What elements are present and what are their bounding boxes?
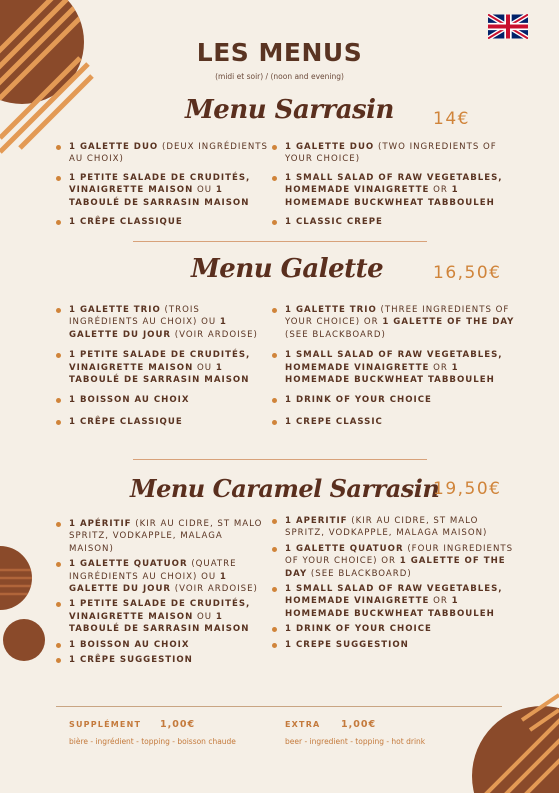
menu-item: [56, 216, 271, 228]
menu-item-b: 1 CREPE SUGGESTION: [285, 639, 409, 650]
menu-item: [272, 394, 517, 406]
extra-label: EXTRA: [285, 720, 321, 729]
menu-item-b: 1 BOISSON AU CHOIX: [69, 639, 190, 650]
menu-item: [272, 349, 517, 386]
menu-item-mid: OR: [433, 362, 448, 373]
caramel-fr-list: [56, 518, 271, 666]
menu-item: [272, 623, 517, 635]
decorative-circles-left: [0, 540, 60, 670]
supplement-desc: bière - ingrédient - topping - boisson chaude: [69, 737, 236, 746]
footer-divider: [56, 706, 502, 707]
menu-item-b2: 1 HOMEMADE BUCKWHEAT TABBOULEH: [285, 362, 495, 386]
menu-item-b: 1 CRÊPE CLASSIQUE: [69, 217, 183, 228]
menu-item-b2: 1 GALETTE OF THE DAY: [285, 556, 506, 579]
menu-item-b: 1 CREPE CLASSIC: [285, 416, 383, 427]
page-subtitle: (midi et soir) / (noon and evening): [215, 72, 344, 81]
menu-item-mid: OR: [433, 596, 448, 607]
menu-item-n: (KIR AU CIDRE, ST MALO SPRITZ, VODKAPPLE, MALAGA MAISON): [69, 519, 263, 554]
menu-item-n: (TROIS INGRÉDIENTS AU CHOIX): [69, 305, 200, 328]
caramel-en-list: [272, 515, 517, 651]
menu-item-n2: (SEE BLACKBOARD): [310, 568, 412, 579]
section-title-galette: Menu Galette: [191, 254, 384, 284]
menu-item: [56, 141, 271, 166]
menu-item: [56, 654, 271, 666]
menu-item-b: 1 SMALL SALAD OF RAW VEGETABLES, HOMEMADE VINAIGRETTE: [285, 584, 503, 607]
menu-item-mid: OR: [381, 556, 397, 567]
menu-item-b: 1 CRÊPE SUGGESTION: [69, 655, 193, 666]
menu-item-n2: (VOIR ARDOISE): [174, 584, 258, 595]
menu-item-b: 1 PETITE SALADE DE CRUDITÉS, VINAIGRETTE MAISON: [69, 350, 251, 373]
menu-item-b: 1 SMALL SALAD OF RAW VEGETABLES, HOMEMADE VINAIGRETTE: [285, 172, 503, 196]
menu-item-b: 1 DRINK OF YOUR CHOICE: [285, 395, 432, 406]
menu-item: [272, 543, 517, 580]
menu-item-n: (TWO INGREDIENTS OF YOUR CHOICE): [285, 142, 497, 165]
menu-item-b: 1 APÉRITIF: [69, 519, 132, 529]
menu-item-b2: 1 GALETTE DU JOUR: [69, 317, 227, 340]
menu-item-b: 1 PETITE SALADE DE CRUDITÉS, VINAIGRETTE MAISON: [69, 172, 251, 196]
menu-item-b: 1 PETITE SALADE DE CRUDITÉS, VINAIGRETTE MAISON: [69, 599, 251, 622]
menu-item-mid: OU: [197, 185, 213, 196]
menu-item-b: 1 BOISSON AU CHOIX: [69, 395, 190, 406]
menu-item-b: 1 CRÊPE CLASSIQUE: [69, 416, 183, 427]
menu-item-b: 1 GALETTE DUO: [69, 142, 159, 152]
menu-item-b: 1 GALETTE QUATUOR: [69, 559, 188, 570]
section-title-caramel: Menu Caramel Sarrasin: [130, 474, 440, 503]
menu-item-mid: OU: [201, 317, 217, 328]
menu-item: [56, 172, 271, 209]
sarrasin-fr-list: [56, 141, 271, 228]
supplement-label: SUPPLÉMENT: [69, 720, 142, 729]
menu-item-mid: OU: [201, 571, 217, 582]
menu-item-n: (DEUX INGRÉDIENTS AU CHOIX): [69, 142, 269, 165]
menu-item: [272, 172, 517, 209]
divider: [133, 241, 427, 242]
menu-item-n: (THREE INGREDIENTS OF YOUR CHOICE): [285, 305, 510, 328]
menu-item-b2: 1 HOMEMADE BUCKWHEAT TABBOULEH: [285, 596, 495, 619]
menu-item: [56, 639, 271, 651]
price-galette: 16,50€: [433, 263, 502, 283]
menu-item-b2: 1 TABOULÉ DE SARRASIN MAISON: [69, 185, 250, 208]
menu-item-b: 1 GALETTE DUO: [285, 142, 375, 152]
menu-item-n2: (VOIR ARDOISE): [174, 329, 258, 340]
menu-item-mid: OU: [197, 362, 213, 373]
menu-item: [56, 304, 271, 341]
menu-item-b: 1 CLASSIC CREPE: [285, 217, 383, 228]
menu-item-n: (KIR AU CIDRE, ST MALO SPRITZ, VODKAPPLE, MALAGA MAISON): [285, 516, 488, 539]
galette-en-list: [272, 304, 517, 428]
menu-item: [272, 216, 517, 228]
menu-item-n: (QUATRE INGRÉDIENTS AU CHOIX): [69, 559, 237, 582]
extra-desc: beer - ingredient - topping - hot drink: [285, 737, 426, 746]
section-title-sarrasin: Menu Sarrasin: [185, 95, 394, 125]
menu-item-n2: (SEE BLACKBOARD): [285, 329, 386, 340]
menu-item-b: 1 GALETTE TRIO: [69, 305, 161, 315]
price-sarrasin: 14€: [433, 109, 470, 129]
price-caramel: 19,50€: [433, 479, 502, 499]
menu-item-b: 1 GALETTE QUATUOR: [285, 543, 404, 554]
menu-item-b2: 1 GALETTE DU JOUR: [69, 571, 227, 595]
menu-item-b2: 1 TABOULÉ DE SARRASIN MAISON: [69, 611, 250, 635]
divider: [133, 459, 427, 460]
menu-item-b2: 1 TABOULÉ DE SARRASIN MAISON: [69, 362, 250, 386]
menu-item: [56, 416, 271, 428]
menu-item-b2: 1 GALETTE OF THE DAY: [382, 317, 515, 328]
page-title: LES MENUS: [196, 38, 363, 67]
menu-item: [56, 518, 271, 555]
menu-item-mid: OU: [197, 611, 213, 622]
menu-item: [272, 416, 517, 428]
uk-flag-icon[interactable]: [488, 14, 528, 39]
menu-item-b: 1 GALETTE TRIO: [285, 305, 377, 315]
menu-item-b: 1 SMALL SALAD OF RAW VEGETABLES, HOMEMADE VINAIGRETTE: [285, 350, 503, 373]
menu-item: [272, 515, 517, 540]
menu-item-n: (FOUR INGREDIENTS OF YOUR CHOICE): [285, 543, 514, 567]
menu-item: [272, 304, 517, 341]
menu-item: [272, 141, 517, 166]
menu-item: [56, 349, 271, 386]
sarrasin-en-list: [272, 141, 517, 228]
menu-item: [272, 639, 517, 651]
menu-item-mid: OR: [363, 317, 379, 328]
menu-item-b: 1 APERITIF: [285, 516, 348, 526]
menu-item-b2: 1 HOMEMADE BUCKWHEAT TABBOULEH: [285, 185, 495, 208]
galette-fr-list: [56, 304, 271, 428]
menu-item-b: 1 DRINK OF YOUR CHOICE: [285, 624, 432, 635]
menu-item: [56, 598, 271, 635]
menu-item-mid: OR: [433, 185, 448, 196]
extra-price: 1,00€: [341, 719, 377, 730]
menu-item: [272, 583, 517, 620]
menu-item: [56, 558, 271, 595]
menu-item: [56, 394, 271, 406]
supplement-price: 1,00€: [160, 719, 196, 730]
